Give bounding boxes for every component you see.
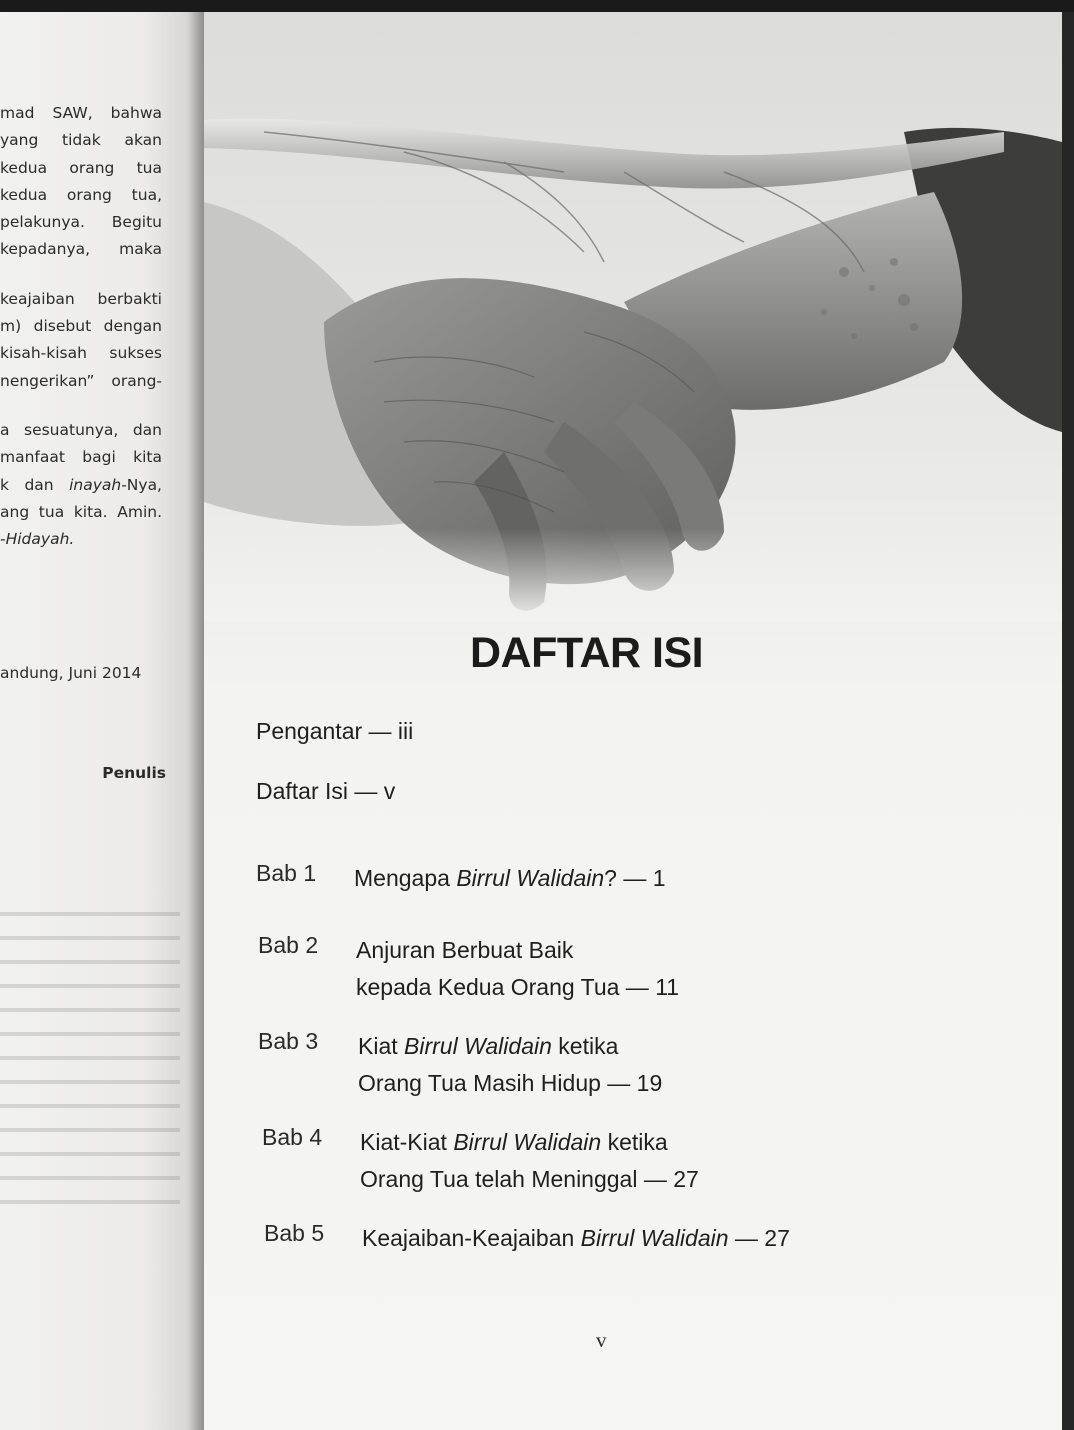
text-line: ang tua kita. Amin. [0,502,162,521]
date-line: andung, Juni 2014 [0,664,142,682]
text-line: m) disebut dengan [0,317,162,336]
text-line: kedua orang tua [0,158,162,177]
text-line: keajaiban berbakti [0,289,162,308]
chapter-title: Anjuran Berbuat Baik [356,937,574,963]
chapter-number: Bab 2 [258,932,319,958]
text-line: mad SAW, bahwa [0,104,162,122]
text-line: kepadanya, maka [0,240,162,259]
author-signature: Penulis [102,764,166,782]
italic-word: inayah [69,475,122,494]
chapter-title: Keajaiban-Keajaiban Birrul Walidain — 27 [362,1225,790,1251]
chapter-title-line2: Orang Tua Masih Hidup — 19 [358,1070,663,1096]
hands-water-photo [204,102,1062,622]
left-page-text [0,100,162,553]
chapter-number: Bab 4 [262,1124,323,1150]
bleed-through-title [484,772,500,830]
chapter-number: Bab 3 [258,1028,319,1054]
text-line: manfaat bagi kita [0,448,162,467]
left-page [0,12,206,1430]
toc-entry-daftar-isi: Daftar Isi — v [256,778,396,804]
chapter-title: Mengapa Birrul Walidain? — 1 [354,865,666,891]
text-line: a sesuatunya, dan [0,420,162,439]
text-line: kedua orang tua, [0,185,162,204]
page-number: v [596,1328,607,1352]
bleed-through-text [864,88,869,110]
text-line: k dan inayah-Nya, [0,475,162,494]
chapter-title: Kiat-Kiat Birrul Walidain ketika [360,1129,668,1155]
text-line: pelakunya. Begitu [0,213,162,232]
chapter-number: Bab 5 [264,1220,325,1246]
text-line: nengerikan” orang- [0,371,162,390]
chapter-title-line2: kepada Kedua Orang Tua — 11 [356,974,680,1000]
right-page [204,12,1062,1430]
chapter-title: Kiat Birrul Walidain ketika [358,1033,619,1059]
text-line: kisah-kisah sukses [0,344,162,363]
chapter-title-line2: Orang Tua telah Meninggal — 27 [360,1166,699,1192]
chapter-number: Bab 1 [256,860,317,886]
publisher-line: -Hidayah. [0,530,75,549]
text-line: yang tidak akan [0,131,162,150]
toc-entry-pengantar: Pengantar — iii [256,718,414,744]
page-title: DAFTAR ISI [470,628,704,677]
page-edge-shadow [1062,12,1074,1430]
bleed-through-text [0,892,180,1252]
